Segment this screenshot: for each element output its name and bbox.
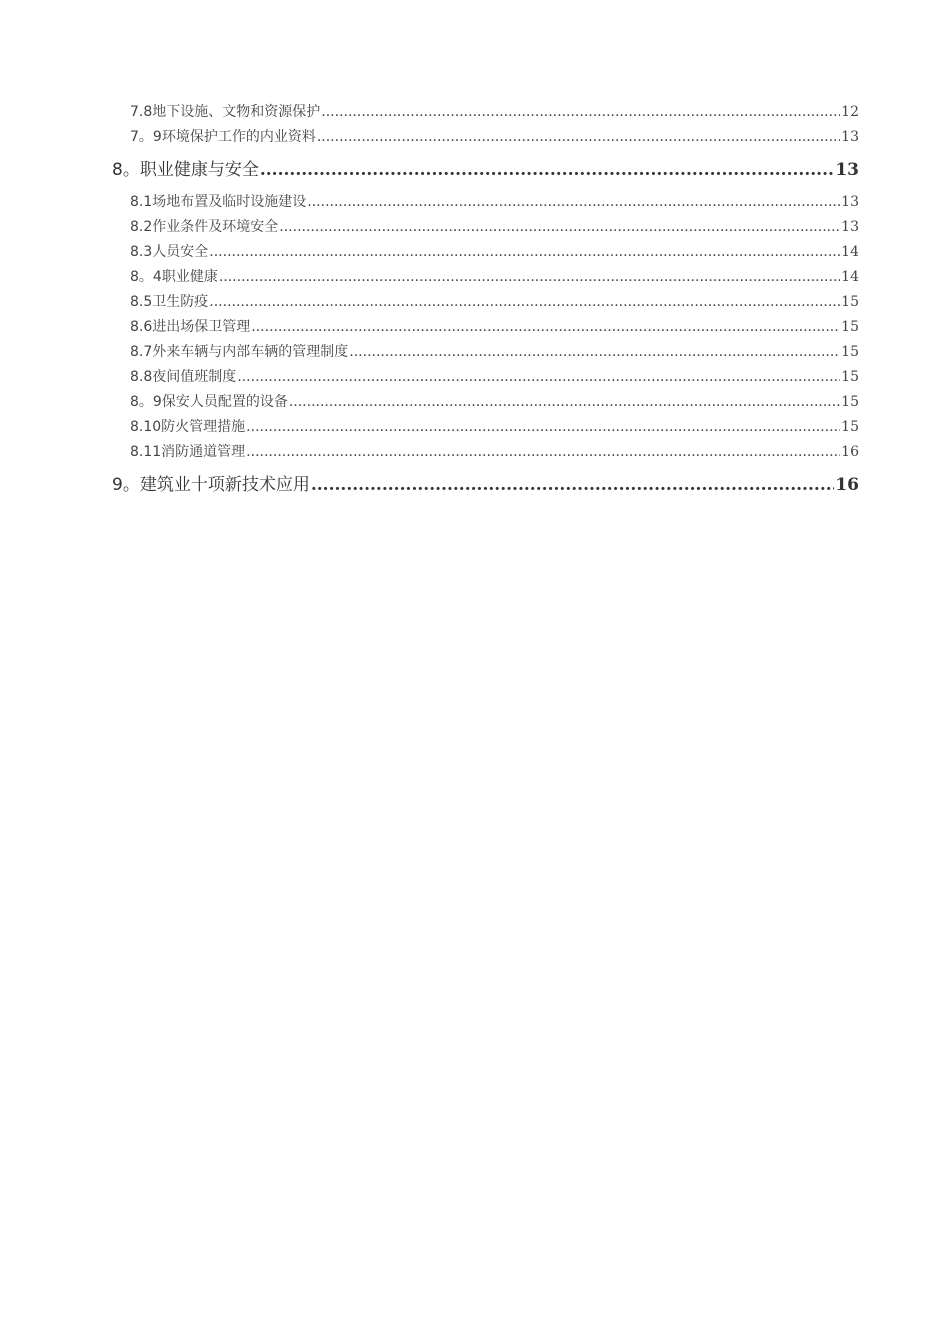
toc-entry-8-5[interactable] — [112, 290, 859, 315]
toc-dot-leader — [307, 190, 840, 215]
toc-entry-page: 12 — [841, 104, 859, 120]
toc-entry-8-7[interactable] — [112, 340, 859, 365]
toc-entry-8-1[interactable] — [112, 190, 859, 215]
table-of-contents — [112, 100, 859, 505]
toc-entry-7-8[interactable] — [112, 100, 859, 125]
toc-entry-title: 8。4职业健康 — [130, 269, 218, 285]
toc-entry-8-8[interactable] — [112, 365, 859, 390]
toc-entry-8-10[interactable] — [112, 415, 859, 440]
toc-entry-title: 8.7外来车辆与内部车辆的管理制度 — [130, 344, 349, 360]
toc-entry-title: 8.6进出场保卫管理 — [130, 319, 251, 335]
toc-entry-page: 15 — [841, 294, 859, 310]
toc-entry-page: 13 — [841, 129, 859, 145]
toc-dot-leader — [260, 152, 835, 188]
toc-dot-leader — [246, 415, 840, 440]
toc-entry-8-11[interactable] — [112, 440, 859, 465]
toc-entry-title: 8.3人员安全 — [130, 244, 209, 260]
toc-dot-leader — [317, 125, 840, 150]
toc-entry-8-2[interactable] — [112, 215, 859, 240]
toc-dot-leader — [209, 240, 840, 265]
toc-entry-title: 8.2作业条件及环境安全 — [130, 219, 279, 235]
toc-entry-7-9[interactable] — [112, 125, 859, 150]
toc-entry-title: 9。建筑业十项新技术应用 — [112, 475, 310, 495]
toc-entry-page: 14 — [841, 244, 859, 260]
toc-dot-leader — [209, 290, 840, 315]
toc-dot-leader — [289, 390, 840, 415]
toc-entry-title: 8.10防火管理措施 — [130, 419, 246, 435]
toc-entry-page: 13 — [835, 160, 859, 180]
toc-dot-leader — [321, 100, 840, 125]
toc-dot-leader — [279, 215, 840, 240]
toc-dot-leader — [237, 365, 840, 390]
toc-entry-page: 15 — [841, 319, 859, 335]
toc-entry-title: 8。职业健康与安全 — [112, 160, 259, 180]
toc-entry-9[interactable] — [112, 467, 859, 503]
toc-dot-leader — [251, 315, 840, 340]
toc-entry-title: 8.8夜间值班制度 — [130, 369, 237, 385]
toc-entry-page: 15 — [841, 369, 859, 385]
toc-entry-title: 7.8地下设施、文物和资源保护 — [130, 104, 321, 120]
toc-entry-8[interactable] — [112, 152, 859, 188]
toc-entry-8-4[interactable] — [112, 265, 859, 290]
toc-entry-page: 15 — [841, 394, 859, 410]
toc-dot-leader — [311, 467, 835, 503]
toc-entry-title: 8.11消防通道管理 — [130, 444, 246, 460]
toc-dot-leader — [219, 265, 840, 290]
toc-entry-page: 13 — [841, 219, 859, 235]
toc-entry-page: 13 — [841, 194, 859, 210]
toc-entry-title: 8.1场地布置及临时设施建设 — [130, 194, 307, 210]
toc-dot-leader — [349, 340, 840, 365]
toc-entry-page: 15 — [841, 419, 859, 435]
toc-entry-8-3[interactable] — [112, 240, 859, 265]
toc-entry-8-9[interactable] — [112, 390, 859, 415]
toc-entry-title: 8.5卫生防疫 — [130, 294, 209, 310]
toc-entry-page: 14 — [841, 269, 859, 285]
toc-entry-title: 7。9环境保护工作的内业资料 — [130, 129, 316, 145]
toc-entry-8-6[interactable] — [112, 315, 859, 340]
toc-entry-page: 15 — [841, 344, 859, 360]
toc-dot-leader — [246, 440, 840, 465]
toc-entry-page: 16 — [841, 444, 859, 460]
toc-entry-page: 16 — [835, 475, 859, 495]
toc-entry-title: 8。9保安人员配置的设备 — [130, 394, 288, 410]
